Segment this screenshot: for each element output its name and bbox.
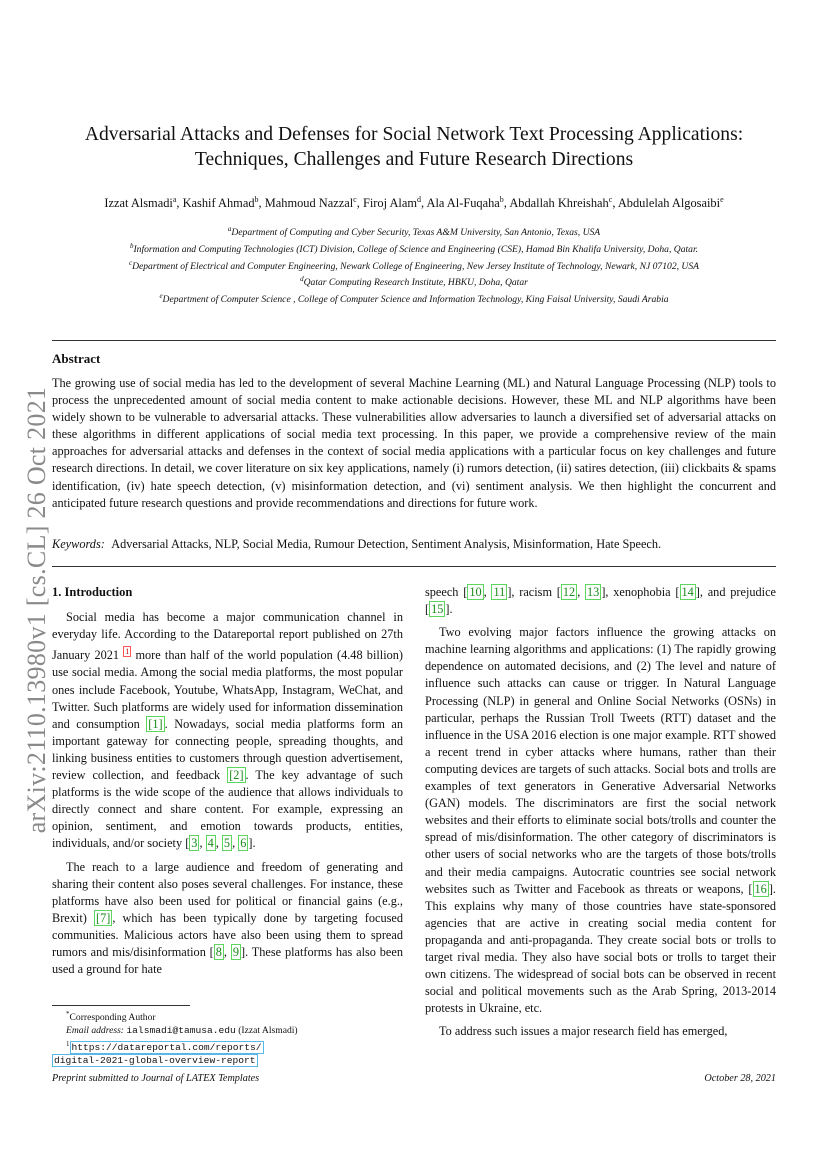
email-footnote: Email address: ialsmadi@tamusa.edu (Izzat Alsmadi) (66, 1025, 298, 1037)
author-name: Mahmoud Nazzal (264, 196, 354, 211)
author-name: Abdulelah Algosaibi (617, 196, 721, 211)
citation-link[interactable]: 5 (223, 836, 231, 851)
footnote-link-line2[interactable]: digital-2021-global-overview-report (54, 1054, 256, 1066)
corresponding-footnote: *Corresponding Author (66, 1010, 156, 1024)
paper-title: Adversarial Attacks and Defenses for Social Network Text Processing Applications: Techniques, Challenges and Future Research Directions (84, 124, 744, 170)
abstract-top-rule (52, 340, 776, 341)
citation-link[interactable]: 15 (431, 602, 444, 617)
right-column (425, 584, 776, 1040)
footnote-ref-link[interactable]: 1 (125, 647, 130, 657)
citation-link[interactable]: 13 (587, 585, 600, 599)
keywords-label: Keywords: (52, 537, 105, 551)
author-name: Izzat Alsmadi (104, 196, 173, 211)
author-affiliation-mark: b (254, 195, 259, 204)
citation-link[interactable]: [7] (95, 910, 111, 925)
intro-paragraph-2: The reach to a large audience and freedom of generating and sharing their content also poses several challenges. For instance, these platforms have also been used for political or financial gains (e.g., Brexit) [7] , which has been typically done by targeting focused communities. Malicious actors have also been using them to spread rumors and mis/disinformation [ 8 , 9 ]. These platforms has also been used a ground for hate (52, 859, 404, 977)
keywords-text: Adversarial Attacks, NLP, Social Media, Rumour Detection, Sentiment Analysis, Misinformation, Hate Speech. (111, 537, 662, 551)
abstract-text: The growing use of social media has led to the development of several Machine Learning (ML) and Natural Language Processing (NLP) tools to process the unprecedented amount of social media content to make actionable decisions. However, these ML and NLP algorithms have been widely shown to be vulnerable to adversarial attacks. These vulnerabilities allow adversaries to launch a diversified set of adversarial attacks on these algorithms in different applications of social media text processing. In this paper, we provide a comprehensive review of the main approaches for adversarial attacks and defenses in the context of social media applications with a particular focus on key challenges and future research directions. In detail, we cover literature on six key applications, namely (i) rumors detection, (ii) satires detection, (iii) clickbaits & spams identification, (iv) hate speech detection, (v) misinformation detection, and (vi) sentiment analysis. We then highlight the concurrent and anticipated future research questions and provide recommendations and directions for future work. (52, 376, 776, 510)
citation-link[interactable]: [2] (229, 768, 244, 783)
keywords-line (52, 537, 776, 552)
author-list: Izzat Alsmadi$^a$, Kashif Ahmad$^b$, Mahmoud Nazzal$^c$, Firoj Alam$^d$, Ala Al-Fuqaha$^b$, Abdallah Khreishah$^c$, Abdulelah Algosaibi$^e$ (104, 195, 724, 211)
footnote-link-line1[interactable]: https://datareportal.com/reports/ (71, 1041, 262, 1053)
affiliation-list (52, 223, 776, 307)
citation-link[interactable]: 10 (469, 585, 482, 599)
citation-link[interactable]: 8 (215, 944, 222, 959)
author-affiliation-mark: b (499, 195, 504, 204)
footer-date: October 28, 2021 (704, 1073, 776, 1084)
citation-link[interactable]: 3 (191, 836, 198, 851)
intro-paragraph-5: To address such issues a major research field has emerged, (439, 1024, 728, 1039)
abstract-heading: Abstract (52, 351, 101, 366)
author-name: Kashif Ahmad (182, 196, 255, 211)
intro-paragraph-3: speech [ 10 , 11 ], racism [ 12 , 13 ], xenophobia [ 14 ], and prejudice [ 15 ]. (425, 585, 776, 617)
citation-link[interactable]: 16 (754, 881, 767, 896)
affiliation-line: $^d$Qatar Computing Research Institute, HBKU, Doha, Qatar (300, 275, 528, 289)
url-footnote-cont (52, 1054, 412, 1067)
footnotes (52, 1008, 412, 1067)
citation-link[interactable]: 14 (681, 585, 694, 599)
left-column (52, 584, 403, 978)
author-name: Abdallah Khreishah (509, 196, 609, 211)
intro-paragraph-1: Social media has become a major communication channel in everyday life. According to the Datareportal report published on 27th January 2021 $^1$ more than half of the world population (4.48 billion) use social media. Among the social media platforms, the most popular ones include Facebook, Youtube, WhatsApp, Instagram, WeChat, and Twitter. Such platforms are widely used for information dissemination and consumption [1] . Nowadays, social media platforms form an important gateway for connecting people, spreading thoughts, and linking business entities to customers through question advertisement, review collection, and feedback [2] . The key advantage of such platforms is the wide scope of the audience that allows individuals to directly connect and share content. For example, expressing an opinion, sentiment, and emotion towards products, entities, individuals, and/or society [ 3 , 4 , 5 , 6 ]. (52, 610, 404, 851)
citation-link[interactable]: 6 (240, 836, 247, 851)
arxiv-side-label: arXiv:2110.13980v1 [cs.CL] 26 Oct 2021 (22, 386, 51, 833)
footer-left: Preprint submitted to Journal of LATEX Templates (52, 1073, 260, 1084)
affiliation-line: $^b$Information and Computing Technologies (ICT) Division, College of Science and Engineering (CSE), Hamad Bin Khalifa University, Doha, Qatar. (129, 241, 699, 255)
url-footnote: $^1$ https://datareportal.com/reports/ (66, 1039, 262, 1053)
citation-link[interactable]: [1] (148, 716, 163, 731)
author-affiliation-mark: d (416, 195, 421, 204)
footnote-rule (52, 1005, 190, 1006)
citation-link[interactable]: 11 (493, 585, 506, 599)
citation-link[interactable]: 12 (562, 585, 576, 599)
author-name: Firoj Alam (362, 196, 417, 211)
author-affiliation-mark: c (353, 195, 357, 204)
author-affiliation-mark: c (608, 195, 613, 204)
intro-paragraph-4: Two evolving major factors influence the growing attacks on machine learning algorithms and applications: (1) The rapidly growing dependence on automated decisions, and (2) The level and nature of influence such attacks can cause or trigger. In Natural Language Processing (NLP) in general and Online Social Networks (OSNs) in particular, perhaps the Russian Troll Tweets (RTT) dataset and the influence in the USA 2016 election is one major example. RTT showed a recent trend in cyber attacks where humans, rather than their computing devices are targets of such attacks. Social bots and trolls are examples of text generators in Generative Adversarial Networks (GAN) models. The discriminators are first the social network websites and their efforts to eliminate social bots/trolls and counter the spread of mis/disinformation. The other category of discriminators is other users of social networks who are the targets of those bots/trolls and their media campaigns. Autocratic countries see social network websites such as Twitter and Facebook as threats or weapons, [ 16 ]. This explains why many of those countries have state-sponsored agencies that are active in creating social media content for propaganda and anti-propaganda. They create social bots or trolls to target rival media. They also have social bots or trolls to target their own citizens. The widespread of social bots can be observed in recent social and political movements such as the Arab Spring, 2013-2014 protests in Ukraine, etc. (425, 625, 776, 1016)
affiliation-line: $^a$Department of Computing and Cyber Security, Texas A&M University, San Antonio, Texas, USA (227, 225, 601, 239)
author-name: Ala Al-Fuqaha (426, 196, 500, 211)
citation-link[interactable]: 9 (232, 944, 239, 959)
author-affiliation-mark: a (172, 195, 177, 204)
abstract-bottom-rule (52, 566, 776, 567)
affiliation-line: $^c$Department of Electrical and Computer Engineering, Newark College of Engineering, New Jersey Institute of Technology, Newark, NJ 07102, USA (128, 258, 700, 272)
section-heading: 1. Introduction (52, 585, 133, 599)
citation-link[interactable]: 4 (207, 836, 214, 851)
author-affiliation-mark: e (720, 195, 724, 204)
email-address[interactable]: ialsmadi@tamusa.edu (126, 1025, 236, 1037)
affiliation-line: $^e$Department of Computer Science , College of Computer Science and Information Technology, King Faisal University, Saudi Arabia (159, 292, 669, 306)
